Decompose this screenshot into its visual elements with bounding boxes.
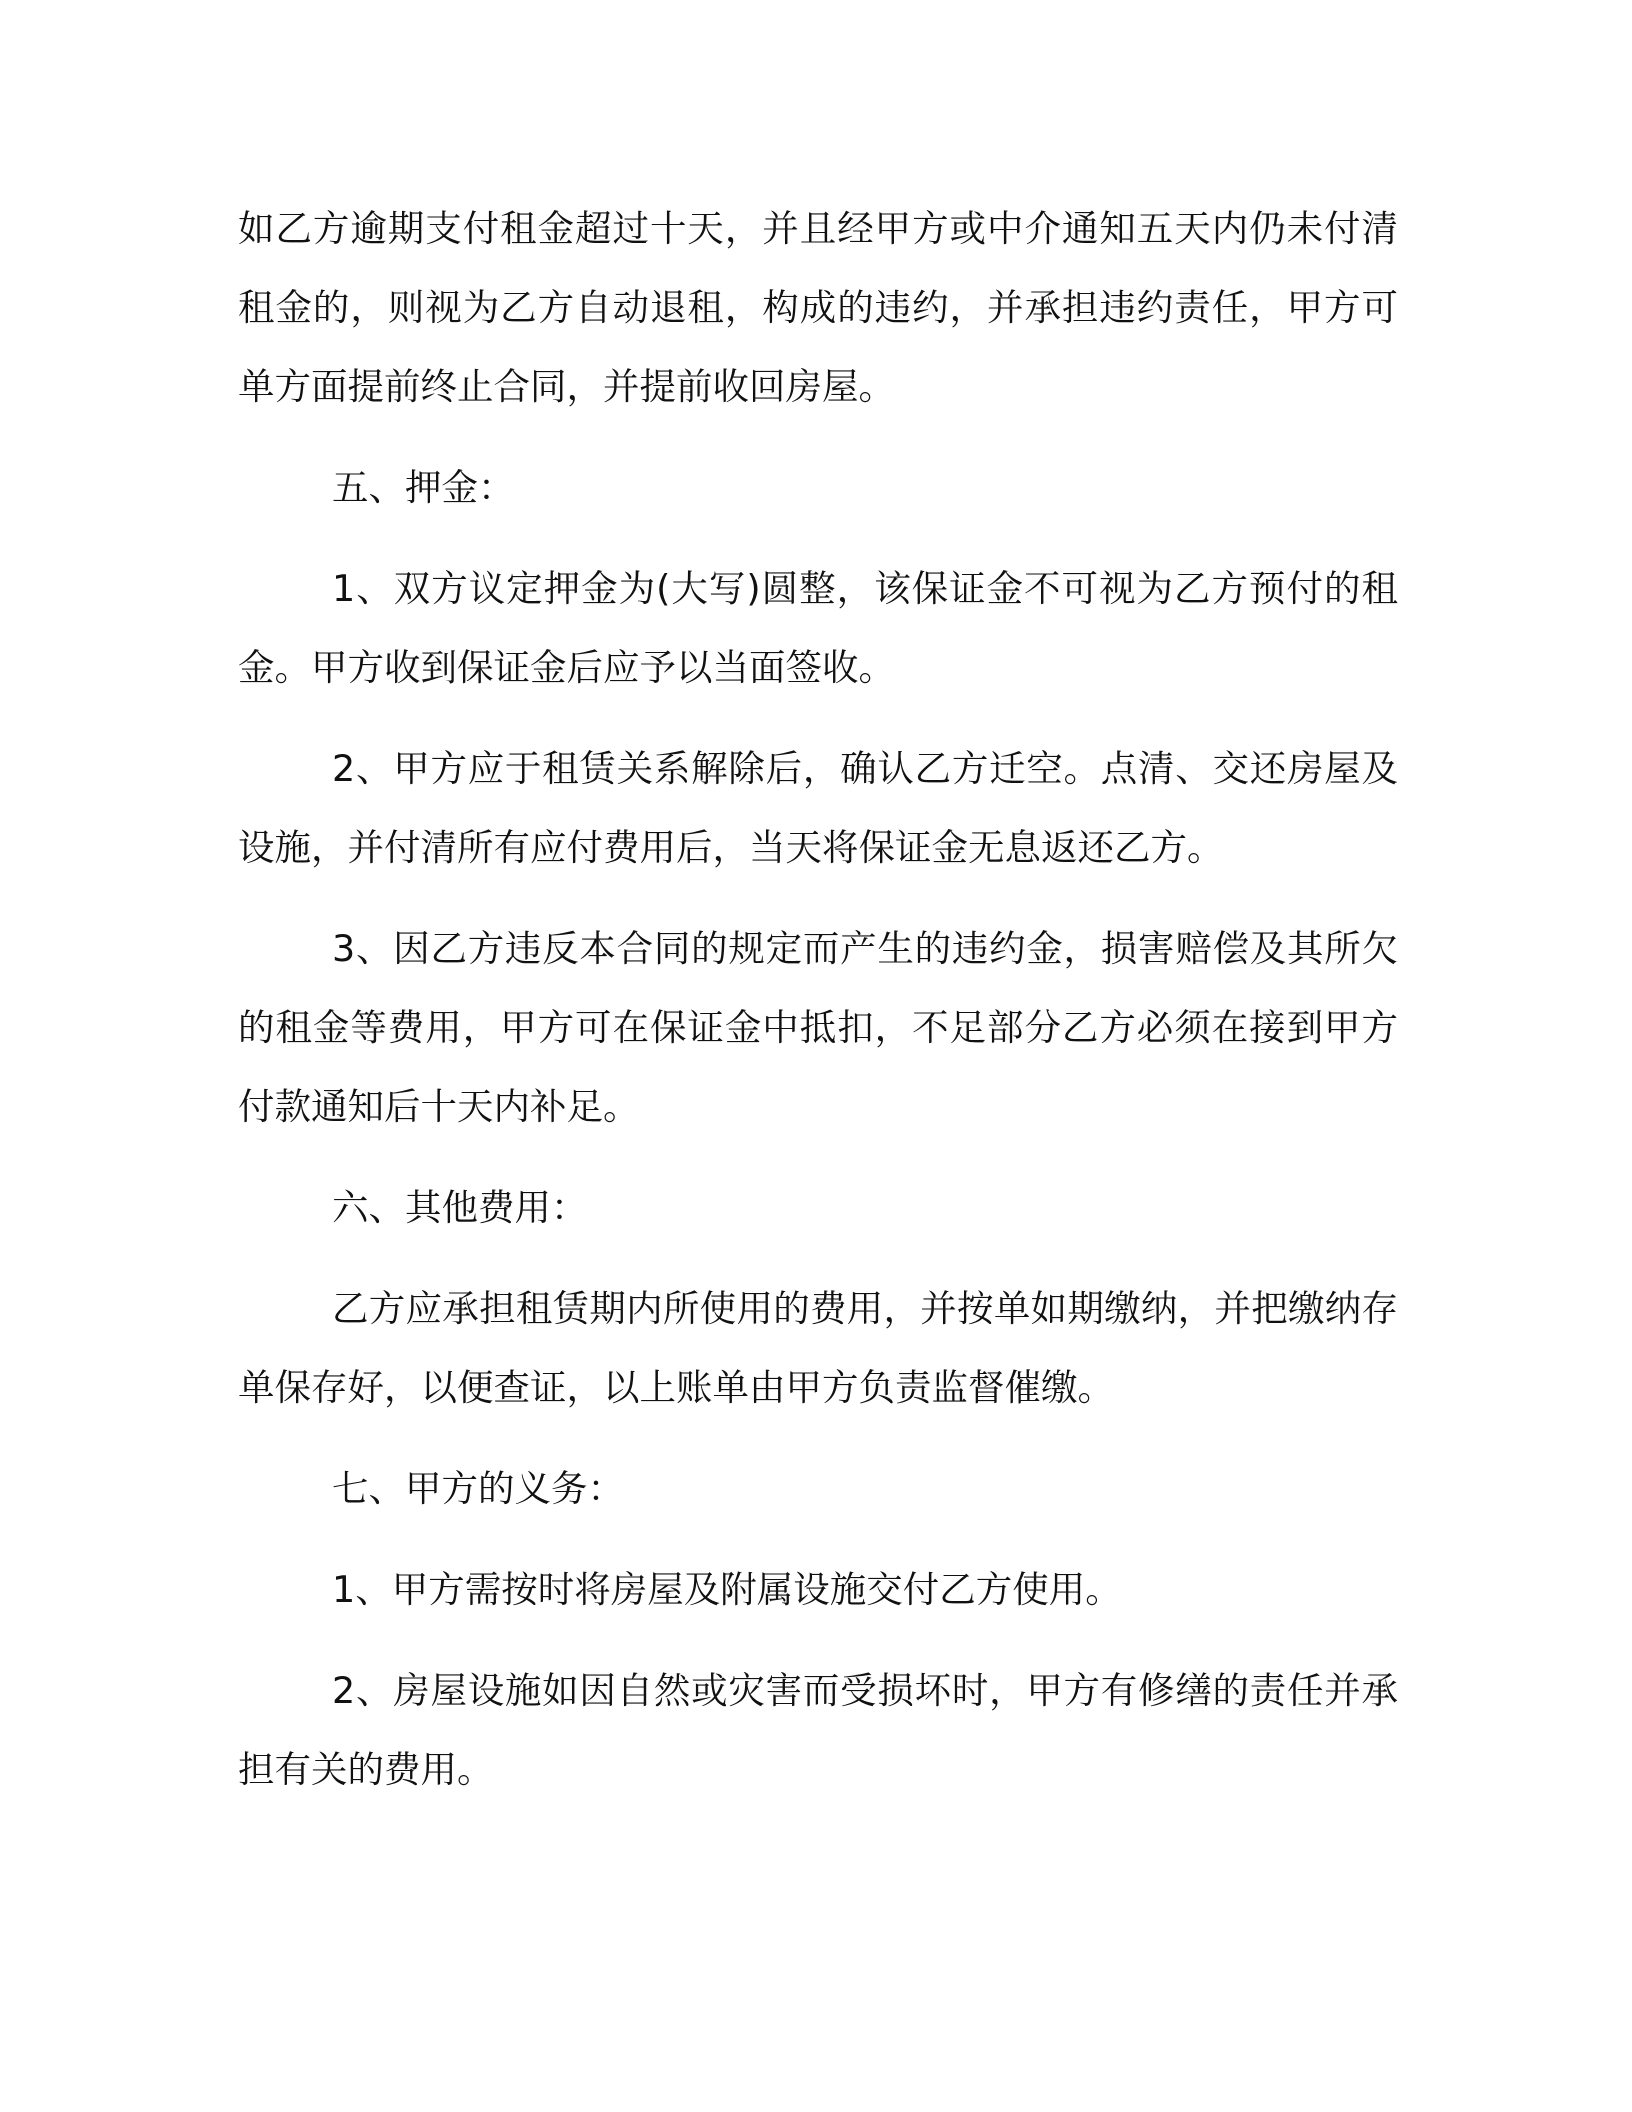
section-heading-party-a-duties: 七、甲方的义务： [332,1467,624,1510]
document-body [238,189,1398,1831]
paragraph-party-a-duty-1: 1、甲方需按时将房屋及附属设施交付乙方使用。 [332,1568,1122,1611]
paragraph-other-fees: 乙方应承担租赁期内所使用的费用，并按单如期缴纳，并把缴纳存单保存好，以便查证，以上账单由甲方负责监督催缴。 [238,1287,1398,1409]
section-heading-deposit: 五、押金： [332,466,515,509]
paragraph-party-a-duty-2: 2、房屋设施如因自然或灾害而受损坏时，甲方有修缮的责任并承担有关的费用。 [238,1669,1398,1791]
paragraph-overdue-rent: 如乙方逾期支付租金超过十天，并且经甲方或中介通知五天内仍未付清租金的，则视为乙方自动退租，构成的违约，并承担违约责任，甲方可单方面提前终止合同，并提前收回房屋。 [238,207,1398,408]
section-heading-other-fees: 六、其他费用： [332,1186,588,1229]
paragraph-deposit-1: 1、双方议定押金为(大写)圆整，该保证金不可视为乙方预付的租金。甲方收到保证金后应予以当面签收。 [238,567,1398,689]
paragraph-deposit-3: 3、因乙方违反本合同的规定而产生的违约金，损害赔偿及其所欠的租金等费用，甲方可在保证金中抵扣，不足部分乙方必须在接到甲方付款通知后十天内补足。 [238,927,1398,1128]
paragraph-deposit-2: 2、甲方应于租赁关系解除后，确认乙方迁空。点清、交还房屋及设施，并付清所有应付费用后，当天将保证金无息返还乙方。 [238,747,1398,869]
